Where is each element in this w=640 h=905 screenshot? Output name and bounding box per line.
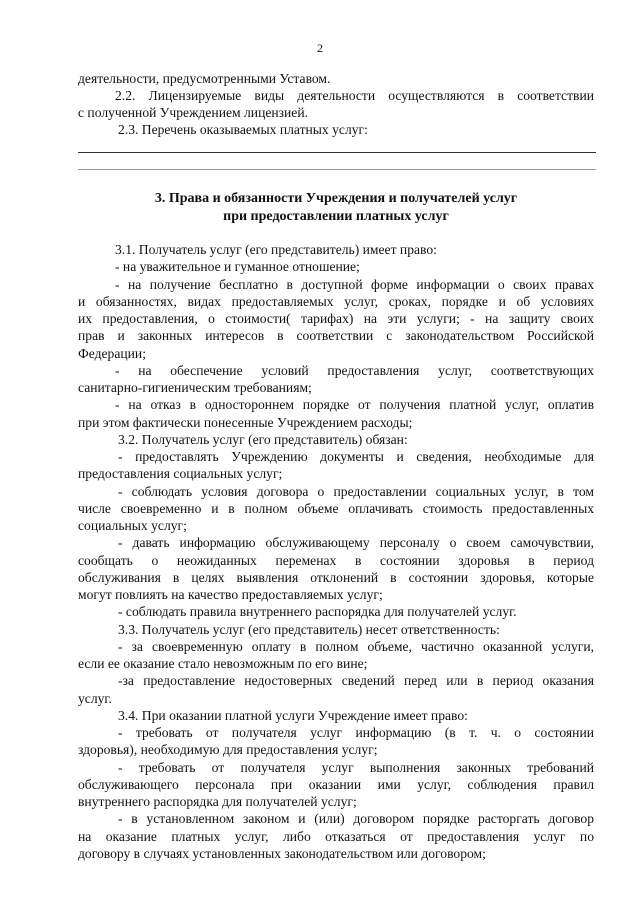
body-line: - на обеспечение условий предоставления услуг, соответствующих [115, 362, 594, 378]
body-line: - в установленном законом и (или) договором порядке расторгать договор [118, 811, 594, 827]
body-line: 3.4. При оказании платной услуги Учреждение имеет право: [118, 707, 468, 723]
body-line: и обязанностях, видах предоставляемых услуг, сроках, порядке и об условиях [78, 293, 594, 309]
page-number: 2 [317, 41, 323, 55]
body-line: услуг. [78, 690, 112, 706]
section-subtitle: при предоставлении платных услуг [223, 209, 449, 224]
body-line: 3.3. Получатель услуг (его представитель) несет ответственность: [118, 621, 500, 637]
body-line: - на уважительное и гуманное отношение; [115, 259, 360, 275]
body-line: сообщать о неожиданных переменах в состоянии здоровья в период [78, 552, 594, 568]
body-line: - соблюдать условия договора о предоставлении социальных услуг, в том [118, 483, 594, 499]
body-line: -за предоставление недостоверных сведений перед или в период оказания [118, 673, 594, 689]
blank-fill-line [78, 169, 596, 170]
body-line: здоровья), необходимую для предоставления услуг; [78, 742, 378, 758]
text-line: деятельности, предусмотренными Уставом. [78, 71, 331, 86]
body-line: прав и законных интересов в соответствии с законодательством Российской [78, 328, 594, 344]
body-line: - требовать от получателя услуг информацию (в т. ч. о состоянии [118, 725, 594, 740]
body-line: если ее оказание стало невозможным по его вине; [78, 656, 368, 671]
body-line: договору в случаях установленных законодательством или договором; [78, 845, 486, 861]
body-line: - давать информацию обслуживающему персоналу о своем самочувствии, [118, 535, 594, 551]
body-line: их предоставления, о стоимости( тарифах) на эти услуги; - на защиту своих [78, 311, 594, 326]
body-line: на оказание платных услуг, либо отказаться от предоставления услуг по [78, 828, 594, 844]
body-line: Федерации; [78, 345, 146, 361]
body-line: обслуживания в целях выявления отклонений в состоянии здоровья, которые [78, 569, 594, 585]
body-line: внутреннего распорядка для получателей услуг; [78, 794, 357, 809]
body-line: 3.2. Получатель услуг (его представитель) обязан: [118, 431, 408, 447]
body-line: санитарно-гигиеническим требованиям; [78, 380, 312, 395]
text-line: с полученной Учреждением лицензией. [78, 105, 309, 120]
body-line: при этом фактически понесенные Учреждением расходы; [78, 414, 413, 430]
body-line: - на получение бесплатно в доступной форме информации о своих правах [115, 276, 594, 292]
body-line: предоставления социальных услуг; [78, 466, 283, 482]
section-title: 3. Права и обязанности Учреждения и получателей услуг [154, 191, 518, 206]
text-line: 2.2. Лицензируемые виды деятельности осуществляются в соответствии [115, 88, 594, 103]
body-line: могут повлиять на качество предоставляемых услуг; [78, 587, 383, 602]
body-line: - предоставлять Учреждению документы и сведения, необходимые для [118, 449, 594, 464]
body-line: - соблюдать правила внутреннего распорядка для получателей услуг. [118, 604, 517, 620]
body-line: 3.1. Получатель услуг (его представитель) имеет право: [115, 242, 437, 257]
body-line: обслуживающего персонала при оказании ими услуг, соблюдения правил [78, 776, 594, 792]
blank-fill-line [78, 152, 596, 153]
body-line: - за своевременную оплату в полном объеме, частично оказанной услуги, [118, 638, 594, 654]
body-line: - на отказ в одностороннем порядке от получения платной услуг, оплатив [115, 397, 594, 413]
text-line: 2.3. Перечень оказываемых платных услуг: [118, 122, 368, 137]
body-line: социальных услуг; [78, 518, 187, 533]
body-line: - требовать от получателя услуг выполнения законных требований [118, 759, 594, 775]
body-line: числе своевременно и в полном объеме оплачивать стоимость предоставленных [78, 500, 594, 516]
